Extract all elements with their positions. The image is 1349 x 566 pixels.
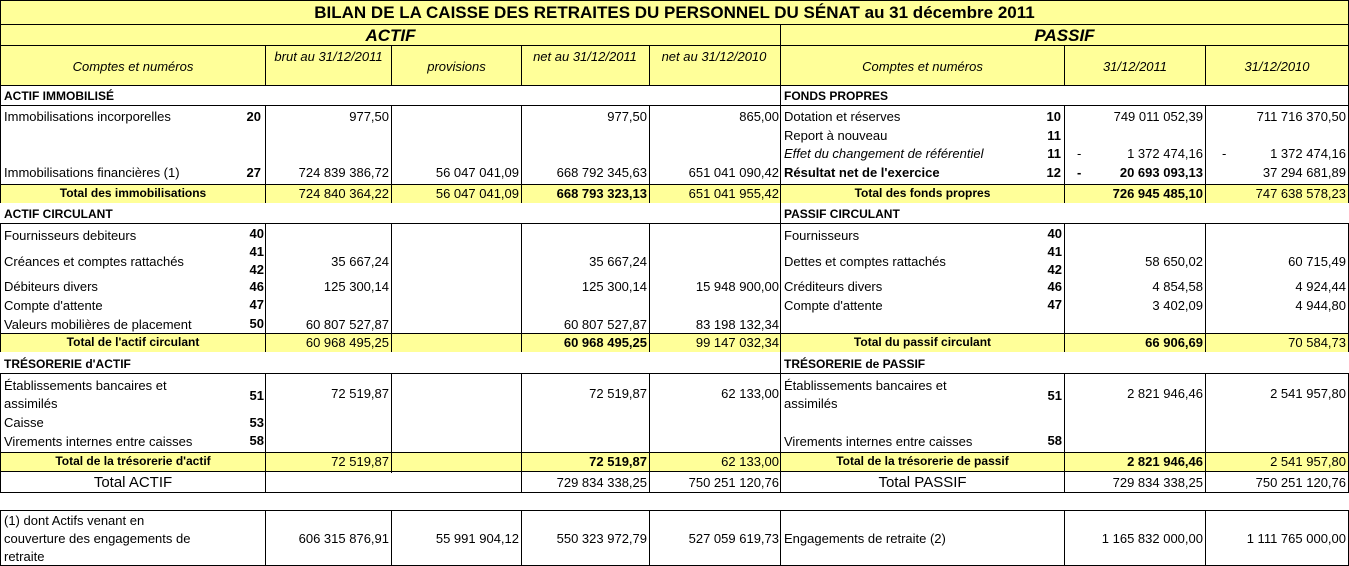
row-label: Effet du changement de référentiel (784, 146, 984, 161)
col-label-prov: provisions (427, 59, 486, 74)
total-2011: 66 906,69 (1145, 335, 1203, 350)
value-brut: 60 807 527,87 (305, 317, 389, 332)
row-label: Dettes et comptes rattachés (784, 254, 946, 269)
value-2010: 60 715,49 (1288, 254, 1346, 269)
total-2011: 726 945 485,10 (1112, 186, 1203, 201)
hline-sec1 (0, 105, 1349, 106)
value-2010: 4 924,44 (1295, 279, 1346, 294)
total-label: Total de l'actif circulant (66, 335, 200, 349)
section-tresorerie-actif: TRÉSORERIE d'ACTIF (4, 357, 131, 371)
account-number: 20 (246, 109, 261, 124)
row-label: Résultat net de l'exercice (784, 165, 940, 180)
total-2011: 2 821 946,46 (1127, 454, 1203, 469)
value-brut: 72 519,87 (331, 386, 389, 401)
actif-heading: ACTIF (365, 26, 416, 45)
grand-total-2010: 750 251 120,76 (1255, 475, 1346, 490)
total-prov: 56 047 041,09 (435, 186, 519, 201)
account-number: 50 (249, 316, 264, 331)
cell-divider (391, 452, 392, 472)
row-label: Fournisseurs (784, 228, 860, 243)
account-number: 27 (246, 165, 261, 180)
account-number: 42 (1047, 262, 1062, 277)
total-net2010: 99 147 032,34 (695, 335, 779, 350)
account-number: 53 (249, 415, 264, 430)
col-label-net2010: net au 31/12/2010 (661, 49, 767, 64)
vline-net2010 (649, 105, 650, 493)
value-brut: 977,50 (349, 109, 389, 124)
row-label: Créditeurs divers (784, 279, 883, 294)
value-brut: 35 667,24 (331, 254, 389, 269)
section-actif-circulant: ACTIF CIRCULANT (4, 207, 113, 221)
row-label: Report à nouveau (784, 128, 888, 143)
col-label-net2011: net au 31/12/2011 (533, 49, 637, 64)
row-label-continued: assimilés (4, 396, 58, 411)
passif-heading: PASSIF (1034, 26, 1095, 45)
account-number: 58 (249, 433, 264, 448)
col-label-2010: 31/12/2010 (1244, 59, 1310, 74)
vline-brut (265, 105, 266, 493)
total-net2011: 60 968 495,25 (563, 335, 647, 350)
value-net2010: 651 041 090,42 (688, 165, 779, 180)
note-line: couverture des engagements de (4, 531, 191, 546)
cell-divider (780, 352, 781, 374)
value-net2011: 668 792 345,63 (556, 165, 647, 180)
grand-total-net2010: 750 251 120,76 (688, 475, 779, 490)
value-2011: 3 402,09 (1152, 298, 1203, 313)
grand-total-2011: 729 834 338,25 (1112, 475, 1203, 490)
account-number: 40 (1047, 226, 1062, 241)
value-net2011: 977,50 (607, 109, 647, 124)
value-net2011: 60 807 527,87 (563, 317, 647, 332)
account-number: 41 (249, 244, 264, 259)
total-label: Total de la trésorerie de passif (836, 454, 1009, 468)
total-net2011: 72 519,87 (589, 454, 647, 469)
total-2010: 2 541 957,80 (1270, 454, 1346, 469)
row-label: Établissements bancaires et (784, 378, 947, 393)
value-net2010: 83 198 132,34 (695, 317, 779, 332)
note-net2010: 527 059 619,73 (688, 531, 779, 546)
total-net2011: 668 793 323,13 (556, 186, 647, 201)
col-label-brut: brut au 31/12/2011 (274, 49, 383, 64)
total-brut: 72 519,87 (331, 454, 389, 469)
note-brut: 606 315 876,91 (298, 531, 389, 546)
value-2010: 4 944,80 (1295, 298, 1346, 313)
account-number: 40 (249, 226, 264, 241)
cell-divider (391, 333, 392, 353)
total-label: Total de la trésorerie d'actif (55, 454, 211, 468)
value-net2010: 865,00 (739, 109, 779, 124)
value-prov: 56 047 041,09 (435, 165, 519, 180)
row-label: Virements internes entre caisses (4, 434, 193, 449)
engagements-2011: 1 165 832 000,00 (1101, 531, 1203, 546)
note-line: (1) dont Actifs venant en (4, 513, 145, 528)
section-tresorerie-passif: TRÉSORERIE de PASSIF (784, 357, 926, 371)
cell-divider (780, 510, 781, 566)
account-number: 47 (249, 297, 264, 312)
grand-total-actif-label: Total ACTIF (93, 474, 173, 491)
row-label: Compte d'attente (4, 298, 103, 313)
negative-sign: - (1077, 146, 1082, 161)
account-number: 10 (1046, 109, 1061, 124)
account-number: 46 (1047, 279, 1062, 294)
total-2010: 70 584,73 (1288, 335, 1346, 350)
value-2011: 4 854,58 (1152, 279, 1203, 294)
col-label-accounts-passif: Comptes et numéros (862, 59, 983, 74)
value-net2010: 15 948 900,00 (695, 279, 779, 294)
account-number: 11 (1047, 146, 1061, 161)
section-passif-circulant: PASSIF CIRCULANT (784, 207, 900, 221)
account-number: 12 (1046, 165, 1061, 180)
col-label-accounts-actif: Comptes et numéros (72, 59, 194, 74)
value-brut: 724 839 386,72 (298, 165, 389, 180)
value-2011: 58 650,02 (1145, 254, 1203, 269)
total-label: Total du passif circulant (853, 335, 992, 349)
note-line: retraite (4, 549, 45, 564)
row-label: Compte d'attente (784, 298, 883, 313)
engagements-label: Engagements de retraite (2) (784, 531, 946, 546)
account-number: 51 (1047, 388, 1062, 403)
account-number: 11 (1047, 128, 1061, 143)
total-net2010: 651 041 955,42 (688, 186, 779, 201)
page-title: BILAN DE LA CAISSE DES RETRAITES DU PERSONNEL DU SÉNAT au 31 décembre 2011 (314, 3, 1035, 22)
total-label: Total des immobilisations (59, 186, 207, 200)
row-label: Fournisseurs debiteurs (4, 228, 137, 243)
value-2010: 711 716 370,50 (1256, 109, 1346, 124)
value-brut: 125 300,14 (323, 279, 389, 294)
row-label: Immobilisations financières (1) (4, 165, 180, 180)
section-actif-immobilise: ACTIF IMMOBILISÉ (4, 89, 114, 103)
grand-total-passif-label: Total PASSIF (878, 474, 967, 491)
total-label: Total des fonds propres (854, 186, 991, 200)
negative-sign: - (1222, 146, 1227, 161)
vline-middle (780, 85, 781, 493)
row-label: Caisse (4, 415, 44, 430)
account-number: 42 (249, 262, 264, 277)
total-net2010: 62 133,00 (721, 454, 779, 469)
row-label: Établissements bancaires et (4, 378, 167, 393)
vline-net2011 (521, 105, 522, 493)
row-label: Virements internes entre caisses (784, 434, 973, 449)
value-net2011: 35 667,24 (589, 254, 647, 269)
row-label: Dotation et réserves (784, 109, 901, 124)
section-fonds-propres: FONDS PROPRES (784, 89, 889, 103)
value-2011: 20 693 093,13 (1119, 165, 1203, 180)
value-2011: 1 372 474,16 (1127, 146, 1203, 161)
row-label-continued: assimilés (784, 396, 838, 411)
account-number: 47 (1047, 297, 1062, 312)
note-net2011: 550 323 972,79 (556, 531, 647, 546)
cell-divider (780, 203, 781, 224)
total-brut: 724 840 364,22 (298, 186, 389, 201)
value-2011: 2 821 946,46 (1127, 386, 1203, 401)
row-label: Immobilisations incorporelles (4, 109, 171, 124)
row-label: Créances et comptes rattachés (4, 254, 184, 269)
value-net2010: 62 133,00 (721, 386, 779, 401)
account-number: 46 (249, 279, 264, 294)
section-band-tresorerie (0, 352, 1349, 374)
value-2011: 749 011 052,39 (1113, 109, 1203, 124)
col-label-2011: 31/12/2011 (1102, 59, 1168, 74)
engagements-2010: 1 111 765 000,00 (1246, 531, 1346, 546)
account-number: 58 (1047, 433, 1062, 448)
account-number: 41 (1047, 244, 1062, 259)
row-label: Valeurs mobilières de placement (4, 317, 192, 332)
value-net2011: 125 300,14 (581, 279, 647, 294)
note-prov: 55 991 904,12 (435, 531, 519, 546)
value-2010: 1 372 474,16 (1270, 146, 1346, 161)
section-band-circulant (0, 203, 1349, 224)
total-brut: 60 968 495,25 (305, 335, 389, 350)
value-2010: 2 541 957,80 (1270, 386, 1346, 401)
grand-total-net2011: 729 834 338,25 (556, 475, 647, 490)
account-number: 51 (249, 388, 264, 403)
value-net2011: 72 519,87 (589, 386, 647, 401)
total-2010: 747 638 578,23 (1255, 186, 1346, 201)
negative-sign: - (1077, 165, 1082, 180)
row-label: Débiteurs divers (4, 279, 98, 294)
value-2010: 37 294 681,89 (1262, 165, 1346, 180)
